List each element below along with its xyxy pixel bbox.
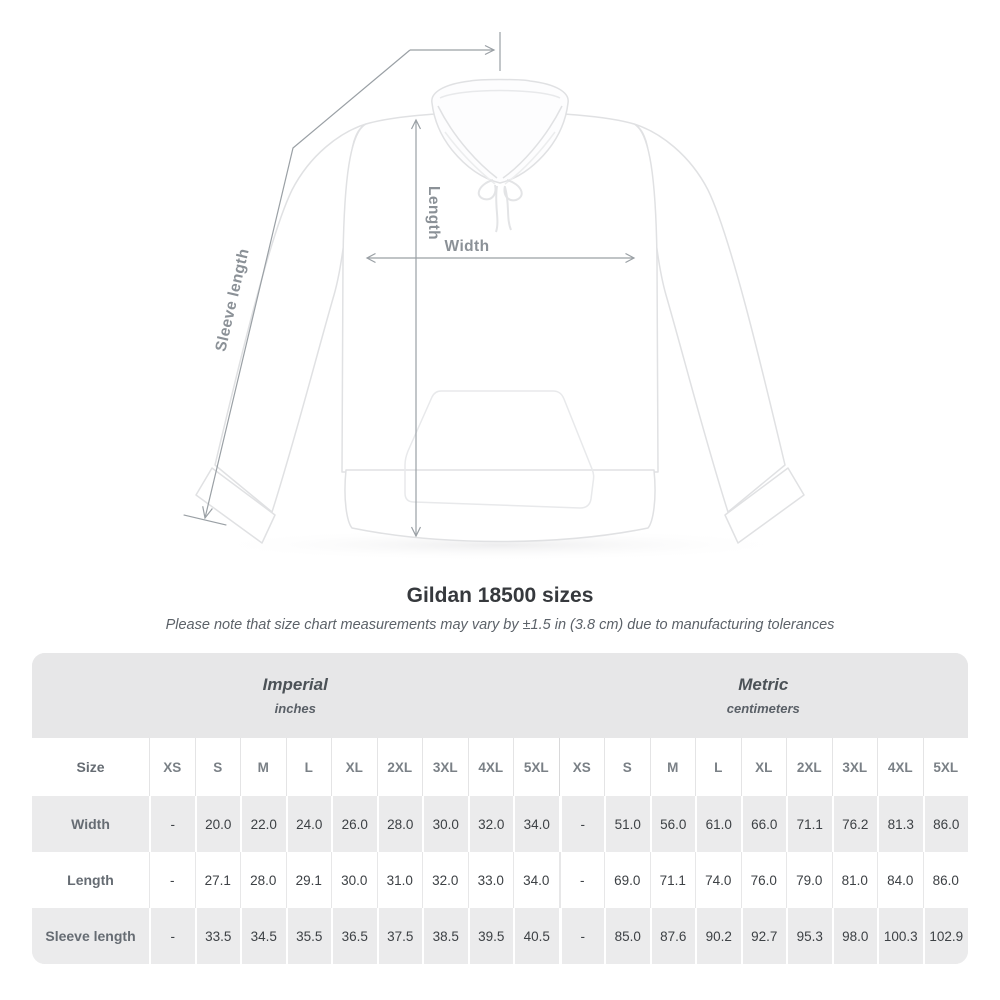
imperial-label: Imperial [262,675,328,694]
measurement-cell: 28.0 [240,852,286,908]
measurement-row [32,796,968,852]
metric-sublabel: centimeters [726,701,800,716]
hoodie-illustration [196,80,804,544]
sizes-header-row [32,738,968,796]
size-col-header: 4XL [468,738,514,796]
size-col-header: XL [741,738,787,796]
row-label: Length [32,852,149,908]
measurement-cell: 20.0 [195,796,241,852]
measurement-cell: 95.3 [786,908,832,964]
measurement-cell: 35.5 [286,908,332,964]
measurement-cell: 30.0 [422,796,468,852]
measurement-cell: - [559,908,605,964]
measurement-cell: 24.0 [286,796,332,852]
size-col-header: M [240,738,286,796]
size-table-body [32,796,968,964]
size-col-header: XS [559,738,605,796]
measurement-cell: - [149,796,195,852]
measurement-cell: 86.0 [923,796,969,852]
page-title: Gildan 18500 sizes [406,584,594,607]
measurement-cell: 34.0 [513,796,559,852]
size-col-header: 2XL [377,738,423,796]
size-col-header: 5XL [513,738,559,796]
row-label: Width [32,796,149,852]
size-col-header: 3XL [422,738,468,796]
measurement-cell: 100.3 [877,908,923,964]
measurement-cell: 37.5 [377,908,423,964]
size-col-header: S [604,738,650,796]
measurement-cell: 84.0 [877,852,923,908]
imperial-header [32,653,559,738]
measurement-cell: - [559,852,605,908]
measurement-cell: 51.0 [604,796,650,852]
measurement-cell: 33.5 [195,908,241,964]
measurement-cell: 32.0 [422,852,468,908]
length-label: Length [425,185,442,241]
measurement-cell: 61.0 [695,796,741,852]
measurement-cell: 29.1 [286,852,332,908]
metric-header [559,653,969,738]
measurement-cell: 76.0 [741,852,787,908]
size-table [32,653,968,964]
measurement-cell: 36.5 [331,908,377,964]
measurement-row [32,852,968,908]
imperial-sublabel: inches [274,701,316,716]
measurement-row [32,908,968,964]
size-col-header: S [195,738,241,796]
size-chart-table [32,653,968,964]
measurement-cell: 92.7 [741,908,787,964]
units-header-row [32,653,968,738]
measurement-cell: 32.0 [468,796,514,852]
row-label: Sleeve length [32,908,149,964]
metric-label: Metric [738,675,789,694]
size-col-header: 4XL [877,738,923,796]
size-col-header: 2XL [786,738,832,796]
measurement-cell: 102.9 [923,908,969,964]
measurement-cell: 86.0 [923,852,969,908]
measurement-cell: 98.0 [832,908,878,964]
measurement-cell: 56.0 [650,796,696,852]
measurement-cell: - [149,908,195,964]
size-column-header: Size [32,738,149,796]
measurement-cell: 81.3 [877,796,923,852]
measurement-cell: 34.0 [513,852,559,908]
sleeve-length-label: Sleeve length [212,246,253,354]
measurement-cell: 90.2 [695,908,741,964]
measurement-cell: 39.5 [468,908,514,964]
size-col-header: L [695,738,741,796]
measurement-cell: 38.5 [422,908,468,964]
width-label: Width [444,238,490,255]
size-col-header: 3XL [832,738,878,796]
measurement-cell: - [559,796,605,852]
measurement-cell: 85.0 [604,908,650,964]
size-col-header: M [650,738,696,796]
measurement-cell: 28.0 [377,796,423,852]
measurement-cell: 74.0 [695,852,741,908]
measurement-cell: 33.0 [468,852,514,908]
measurement-cell: 26.0 [331,796,377,852]
size-col-header: L [286,738,332,796]
measurement-cell: 40.5 [513,908,559,964]
measurement-cell: 34.5 [240,908,286,964]
measurement-cell: 27.1 [195,852,241,908]
measurement-cell: 71.1 [650,852,696,908]
size-col-header: XS [149,738,195,796]
measurement-cell: 79.0 [786,852,832,908]
measurement-cell: 30.0 [331,852,377,908]
measurement-cell: 81.0 [832,852,878,908]
size-col-header: 5XL [923,738,969,796]
tolerance-note: Please note that size chart measurements may vary by ±1.5 in (3.8 cm) due to manufacturing tolerances [165,617,835,633]
measurement-cell: 87.6 [650,908,696,964]
measurement-cell: 76.2 [832,796,878,852]
measurement-cell: 31.0 [377,852,423,908]
measurement-cell: 69.0 [604,852,650,908]
measurement-cell: 71.1 [786,796,832,852]
measurement-cell: - [149,852,195,908]
measurement-cell: 66.0 [741,796,787,852]
size-col-header: XL [331,738,377,796]
measurement-cell: 22.0 [240,796,286,852]
